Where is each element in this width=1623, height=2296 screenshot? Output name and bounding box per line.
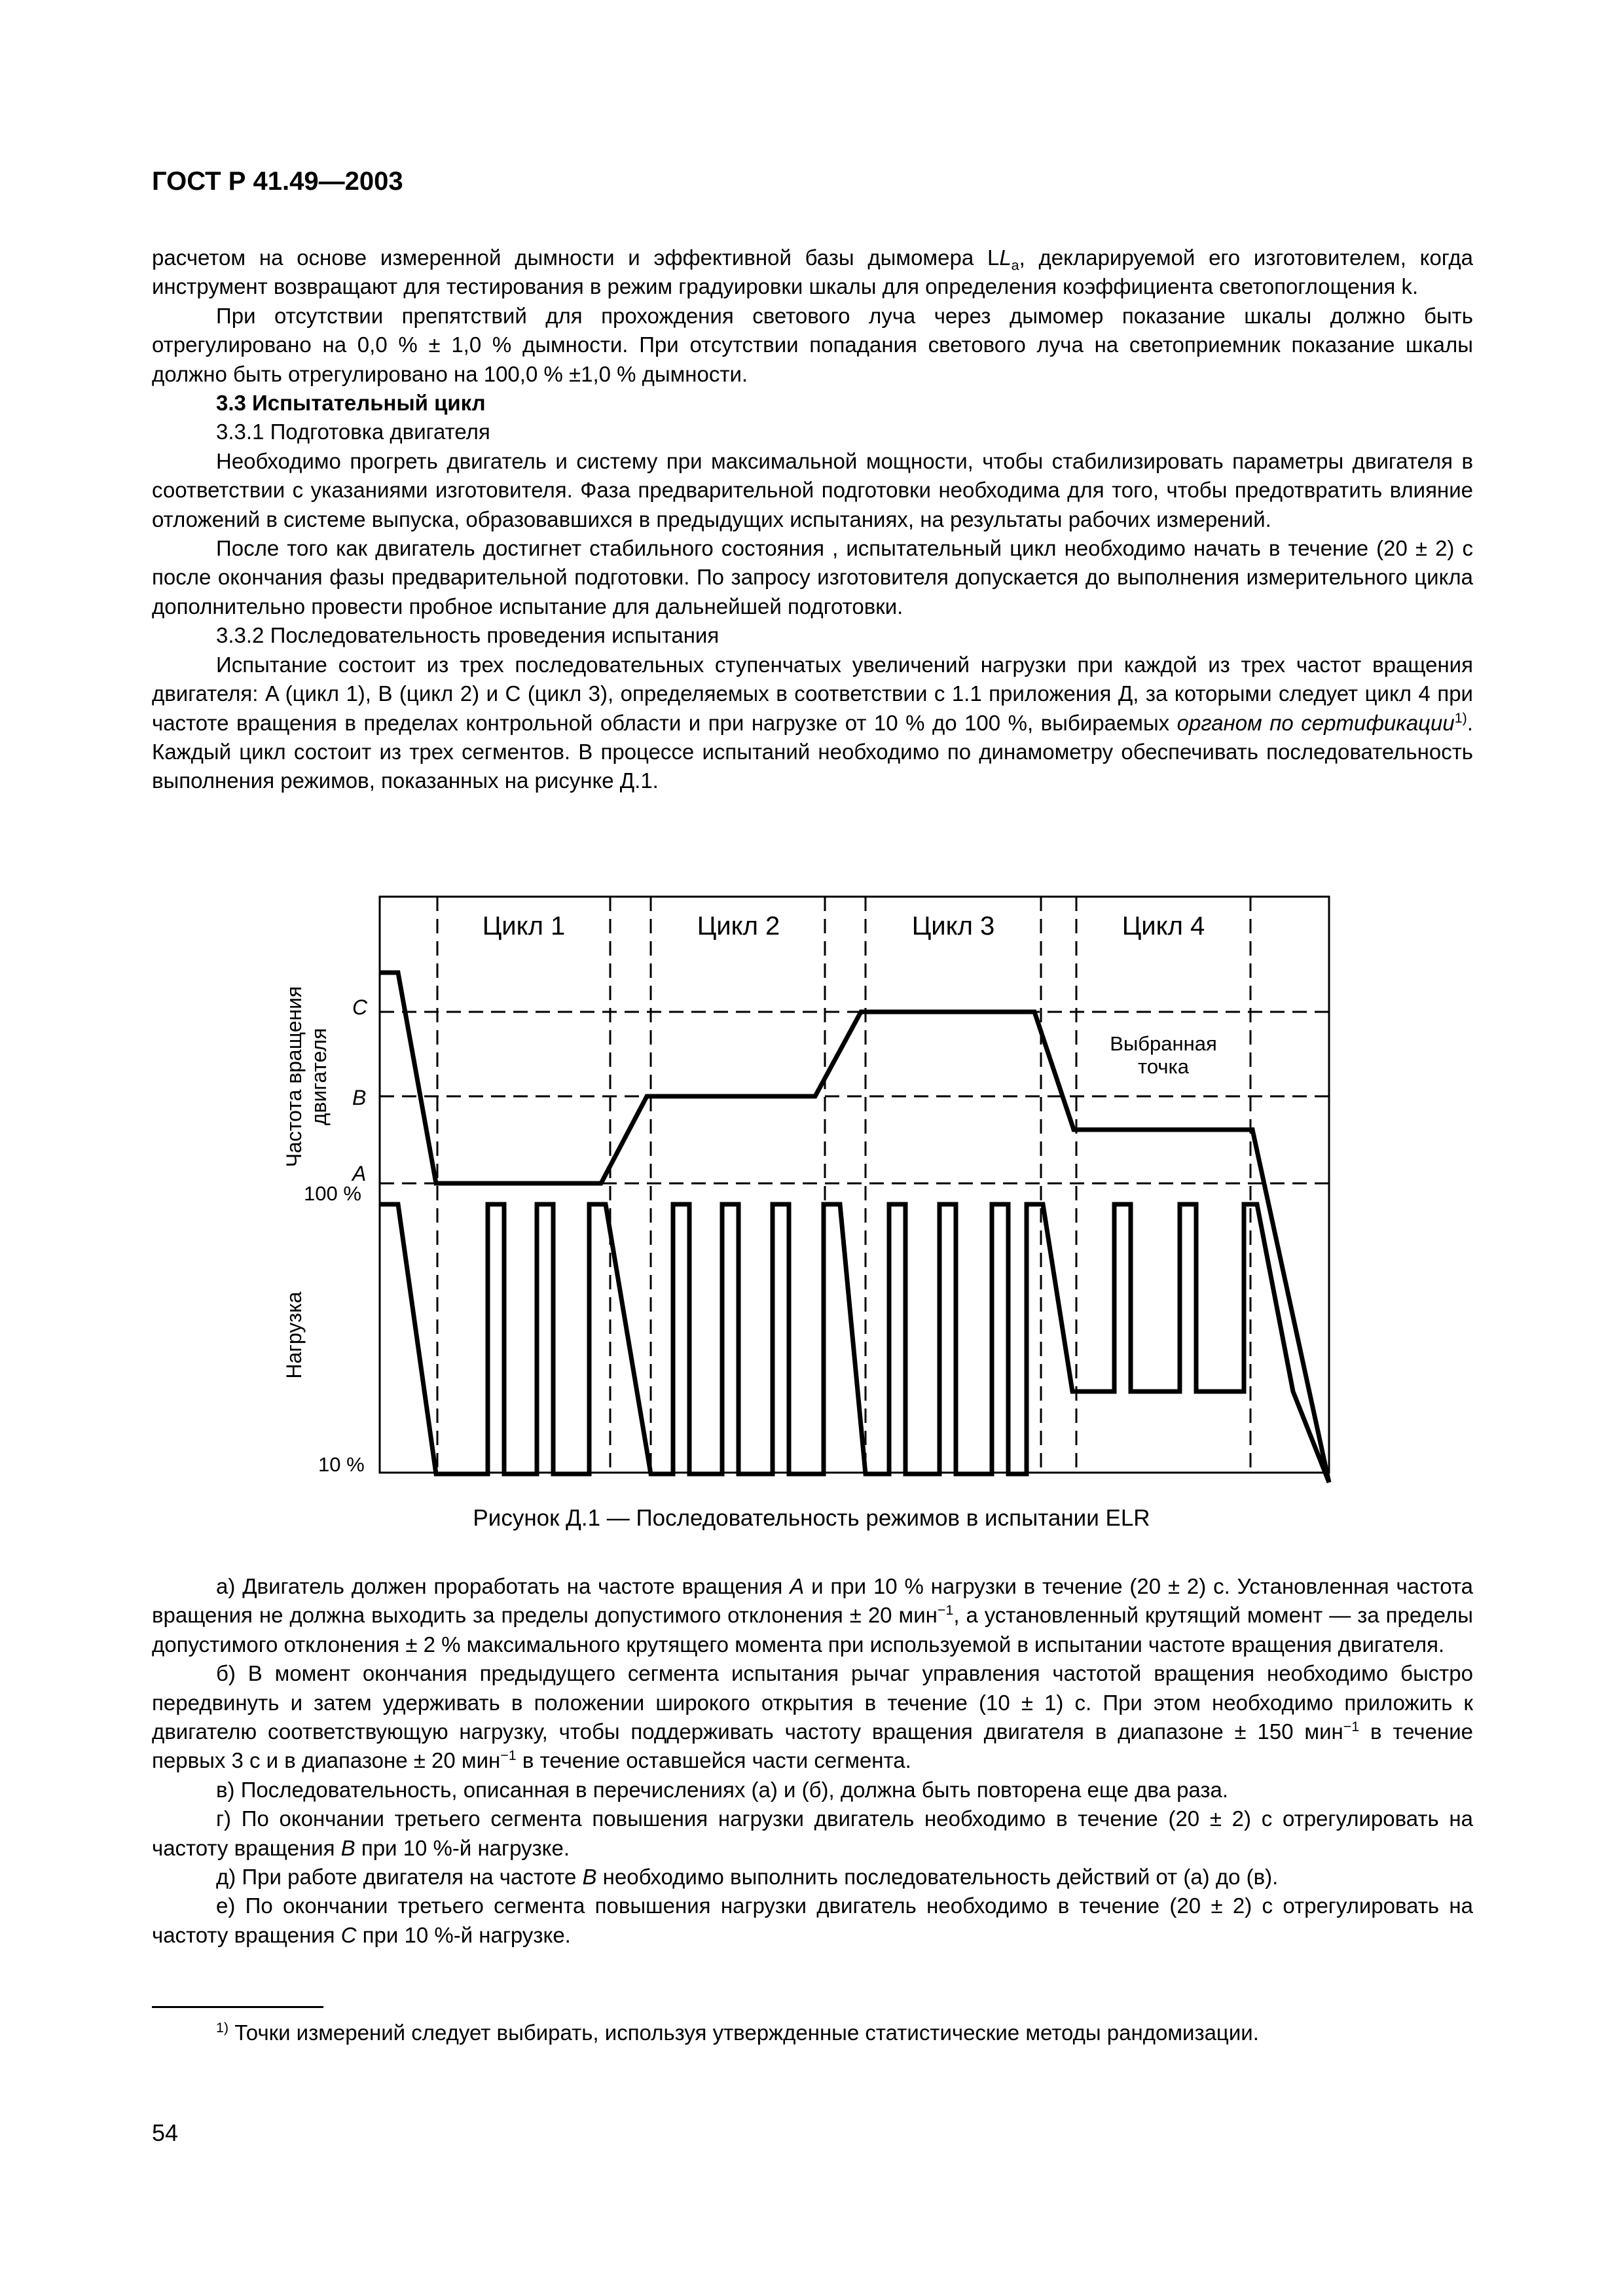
footnote-separator [152, 2006, 323, 2008]
load-axis-label: Нагрузка [282, 1291, 306, 1379]
load-tick-100: 100 % [304, 1182, 361, 1205]
selected-point-annotation-line2: точка [1137, 1055, 1190, 1078]
item-v: в) Последовательность, описанная в перечислениях (а) и (б), должна быть повторена еще два раза. [216, 1777, 1229, 1802]
speed-tick-b: B [352, 1086, 367, 1109]
item-a: а) Двигатель должен проработать на частоте вращения A и при 10 % нагрузки в течение (20 ± 2) с. Установленная частота вращения не должна выходить за пределы допустимого отклонения ± 20 мин$^{-1}$, а установленный крутящий момент — за пределы допустимого отклонения ± 2 % максимального крутящего момента при используемой в испытании частоте вращения двигателя. [152, 1574, 1474, 1657]
footnote: $^{1)}$ Точки измерений следует выбирать, используя утвержденные статистические методы рандомизации. [216, 2020, 1259, 2045]
item-d: д) При работе двигателя на частоте B необходимо выполнить последовательность действий от (а) до (в). [216, 1865, 1279, 1890]
paragraph-5: Испытание состоит из трех последовательных ступенчатых увеличений нагрузки при каждой из трех частот вращения двигателя: A (цикл 1), B (цикл 2) и C (цикл 3), определяемых в соответствии с 1.1 приложения Д, за которыми следует цикл 4 при частоте вращения в пределах контрольной области и при нагрузке от 10 % до 100 %, выбираемых органом по сертификации$^{1)}$. Каждый цикл состоит из трех сегментов. В процессе испытаний необходимо по динамометру обеспечивать последовательность выполнения режимов, показанных на рисунке Д.1. [152, 652, 1473, 793]
elr-sequence-diagram [255, 884, 1368, 1492]
elr-sequence-figure [255, 884, 1368, 1496]
item-e: е) По окончании третьего сегмента повышения нагрузки двигатель необходимо в течение (20 ± 2) с отрегулировать на частоту вращения C при 10 %-й нагрузке. [152, 1893, 1473, 1947]
cycle-2-label: Цикл 2 [697, 912, 780, 941]
paragraph-4: После того как двигатель достигнет стабильного состояния , испытательный цикл необходимо начать в течение (20 ± 2) с после окончания фазы предварительной подготовки. По запросу изготовителя допускается до выполнения измерительного цикла дополнительно провести пробное испытание для дальнейшей подготовки. [152, 536, 1473, 619]
selected-point-annotation-line1: Выбранная [1110, 1032, 1217, 1055]
item-g: г) По окончании третьего сегмента повышения нагрузки двигатель необходимо в течение (20 ± 2) с отрегулировать на частоту вращения B при 10 %-й нагрузке. [152, 1806, 1473, 1860]
page-number: 54 [152, 2119, 179, 2146]
item-b: б) В момент окончания предыдущего сегмента испытания рычаг управления частотой вращения необходимо быстро передвинуть и затем удерживать в положении широкого открытия в течение (10 ± 1) с. При этом необходимо приложить к двигателю соответствующую нагрузку, чтобы поддерживать частоту вращения двигателя в диапазоне ± 150 мин$^{-1}$ в течение первых 3 с и в диапазоне ± 20 мин$^{-1}$ в течение оставшейся части сегмента. [152, 1661, 1473, 1773]
subsection-heading-3-3-1: 3.3.1 Подготовка двигателя [216, 420, 490, 444]
speed-tick-a: A [352, 1162, 367, 1185]
speed-axis-label-2: двигателя [307, 1028, 331, 1126]
section-heading-3-3: 3.3 Испытательный цикл [216, 391, 486, 416]
figure-caption: Рисунок Д.1 — Последовательность режимов в испытании ELR [473, 1505, 1150, 1531]
paragraph-1: расчетом на основе измеренной дымности и эффективной базы дымомера $LL_a$, декларируемой его изготовителем, когда инструмент возвращают для тестирования в режим градуировки шкалы для определения коэффициента светопоглощения k. [152, 245, 1473, 299]
cycle-4-label: Цикл 4 [1122, 912, 1205, 941]
procedure-text [152, 1572, 1473, 1950]
engine-load-trace [380, 1204, 1329, 1482]
speed-tick-c: C [352, 996, 368, 1019]
load-tick-10: 10 % [318, 1453, 365, 1476]
intro-text [152, 243, 1473, 796]
subsection-heading-3-3-2: 3.3.2 Последовательность проведения испытания [216, 623, 720, 648]
cycle-3-label: Цикл 3 [911, 912, 995, 941]
cycle-1-label: Цикл 1 [482, 912, 566, 941]
document-header: ГОСТ Р 41.49—2003 [152, 167, 403, 196]
paragraph-2: При отсутствии препятствий для прохождения светового луча через дымомер показание шкалы должно быть отрегулировано на 0,0 % ± 1,0 % дымности. При отсутствии попадания светового луча на светоприемник показание шкалы должно быть отрегулировано на 100,0 % ±1,0 % дымности. [152, 303, 1473, 386]
paragraph-3: Необходимо прогреть двигатель и систему при максимальной мощности, чтобы стабилизировать параметры двигателя в соответствии с указаниями изготовителя. Фаза предварительной подготовки необходима для того, чтобы предотвратить влияние отложений в системе выпуска, образовавшихся в предыдущих испытаниях, на результаты рабочих измерений. [152, 448, 1473, 531]
speed-axis-label-1: Частота вращения [282, 986, 306, 1168]
